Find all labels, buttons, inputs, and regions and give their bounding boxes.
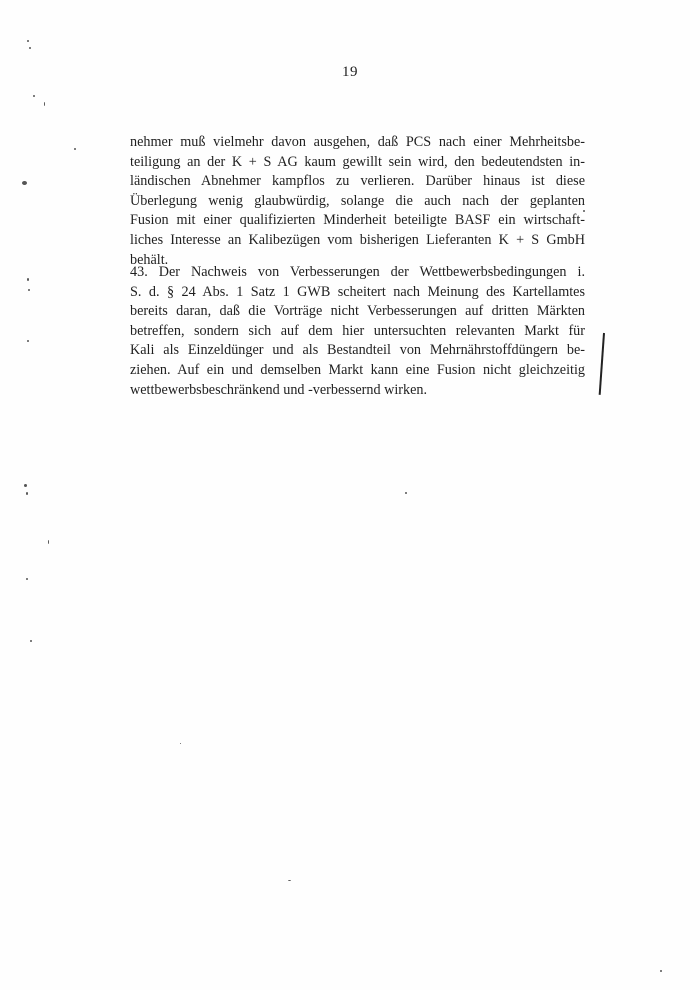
- scan-speck: [405, 492, 407, 494]
- scan-speck: [27, 40, 29, 42]
- scan-speck: [33, 95, 35, 97]
- text-line: wettbewerbsbeschränkend und -verbessernd wirken.: [130, 381, 428, 398]
- text-line: nehmer muß vielmehr davon ausgehen, daß PCS nach einer Mehrheitsbe-: [130, 134, 585, 150]
- scan-speck: [30, 640, 32, 642]
- scan-speck: [22, 181, 27, 185]
- scan-speck: [74, 148, 76, 150]
- text-line: liches Interesse an Kalibezügen vom bisherigen Lieferanten K + S GmbH: [130, 231, 585, 248]
- scan-speck: [180, 743, 181, 744]
- paragraph-1: [130, 133, 585, 270]
- scan-speck: [27, 340, 29, 342]
- text-line: teiligung an der K + S AG kaum gewillt sein wird, den bedeutendsten in-: [130, 153, 585, 170]
- text-line: Fusion mit einer qualifizierten Minderheit beteiligte BASF ein wirtschaft-: [130, 212, 585, 229]
- text-line: ländischen Abnehmer kampflos zu verlieren. Darüber hinaus ist diese: [130, 173, 585, 190]
- scan-speck: [28, 289, 30, 291]
- scan-speck: [27, 278, 29, 281]
- scan-speck: [48, 540, 49, 544]
- page-number: 19: [342, 64, 358, 80]
- text-line: S. d. § 24 Abs. 1 Satz 1 GWB scheitert nach Meinung des Kartellamtes: [130, 283, 585, 300]
- text-line: Überlegung wenig glaubwürdig, solange die auch nach der geplanten: [130, 192, 585, 209]
- paragraph-43: [130, 263, 585, 400]
- text-line: bereits daran, daß die Vorträge nicht Verbesserungen auf dritten Märkten: [130, 303, 585, 320]
- scan-speck: [26, 492, 28, 495]
- margin-pen-mark: [599, 333, 605, 395]
- scan-speck: [660, 970, 662, 972]
- scan-speck: [26, 578, 28, 580]
- text-line: behält.: [130, 251, 169, 268]
- text-line: betreffen, sondern sich auf dem hier untersuchten relevanten Markt für: [130, 322, 585, 339]
- text-line: ziehen. Auf ein und demselben Markt kann eine Fusion nicht gleichzeitig: [130, 361, 585, 378]
- scan-speck: [29, 47, 31, 49]
- text-line: Kali als Einzeldünger und als Bestandteil von Mehrnährstoffdüngern be-: [130, 342, 585, 359]
- scan-speck: [288, 880, 291, 881]
- scan-speck: [24, 484, 27, 487]
- scan-speck: [44, 102, 45, 106]
- scan-speck: [583, 210, 585, 212]
- text-line: 43. Der Nachweis von Verbesserungen der Wettbewerbsbedingungen i.: [130, 264, 585, 280]
